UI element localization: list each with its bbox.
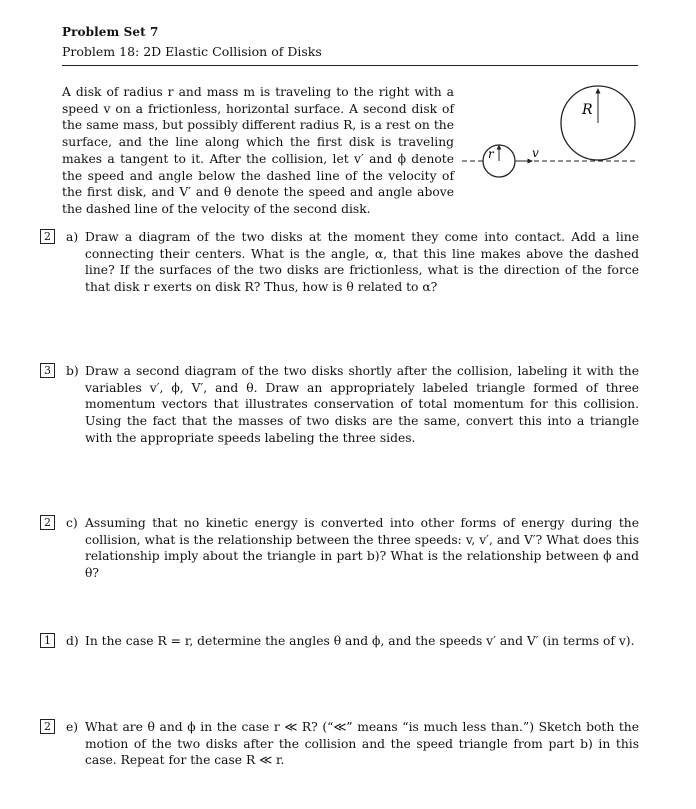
part-label: e) [66, 720, 79, 734]
part-label: b) [66, 364, 79, 378]
problem-intro: A disk of radius r and mass m is traveling to the right with a speed v on a frictionless, horizontal surface. A second disk of the same mass, but possibly different radius R, is a rest on the surface, and the line along which the first disk is traveling makes a tangent to it. After the collision, let v′ and ϕ denote the speed and angle below the dashed line of the velocity of the first disk, and V′ and θ denote the speed and angle above the dashed line of the velocity of the second disk. [62, 85, 454, 216]
points-box: 3 [40, 363, 55, 378]
points-box: 2 [40, 229, 55, 244]
collision-diagram [458, 84, 640, 194]
part-text: In the case R = r, determine the angles θ and ϕ, and the speeds v′ and V′ (in terms of v). [85, 634, 635, 648]
points-box: 2 [40, 719, 55, 734]
problem-set-title: Problem Set 7 [62, 25, 159, 39]
collision-figure [458, 84, 640, 194]
velocity-label: v [532, 146, 539, 160]
points-box: 1 [40, 633, 55, 648]
part-label: c) [66, 516, 78, 530]
part-label: a) [66, 230, 79, 244]
small-radius-label: r [488, 147, 494, 161]
part-text: Draw a second diagram of the two disks shortly after the collision, labeling it with the variables v′, ϕ, V′, and θ. Draw an appropriately labeled triangle formed of three momentum vectors that illustrates conservation of total momentum for this collision. Using the fact that the masses of two disks are the same, convert this into a triangle with the appropriate speeds labeling the three sides. [85, 364, 639, 445]
problem-title: Problem 18: 2D Elastic Collision of Disks [62, 44, 322, 59]
page-header [62, 25, 638, 59]
part-text: What are θ and ϕ in the case r ≪ R? (“≪” means “is much less than.”) Sketch both the motion of the two disks after the collision and the speed triangle from part b) in this case. Repeat for the case R ≪ r. [85, 720, 639, 768]
header-rule [62, 65, 638, 66]
large-radius-label: R [582, 102, 593, 118]
points-box: 2 [40, 515, 55, 530]
part-text: Assuming that no kinetic energy is converted into other forms of energy during the collision, what is the relationship between the three speeds: v, v′, and V′? What does this relationship imply about the triangle in part b)? What is the relationship between ϕ and θ? [85, 516, 639, 581]
part-text: Draw a diagram of the two disks at the moment they come into contact. Add a line connecting their centers. What is the angle, α, that this line makes above the dashed line? If the surfaces of the two disks are frictionless, what is the direction of the force that disk r exerts on disk R? Thus, how is θ related to α? [85, 230, 639, 295]
part-label: d) [66, 634, 79, 648]
